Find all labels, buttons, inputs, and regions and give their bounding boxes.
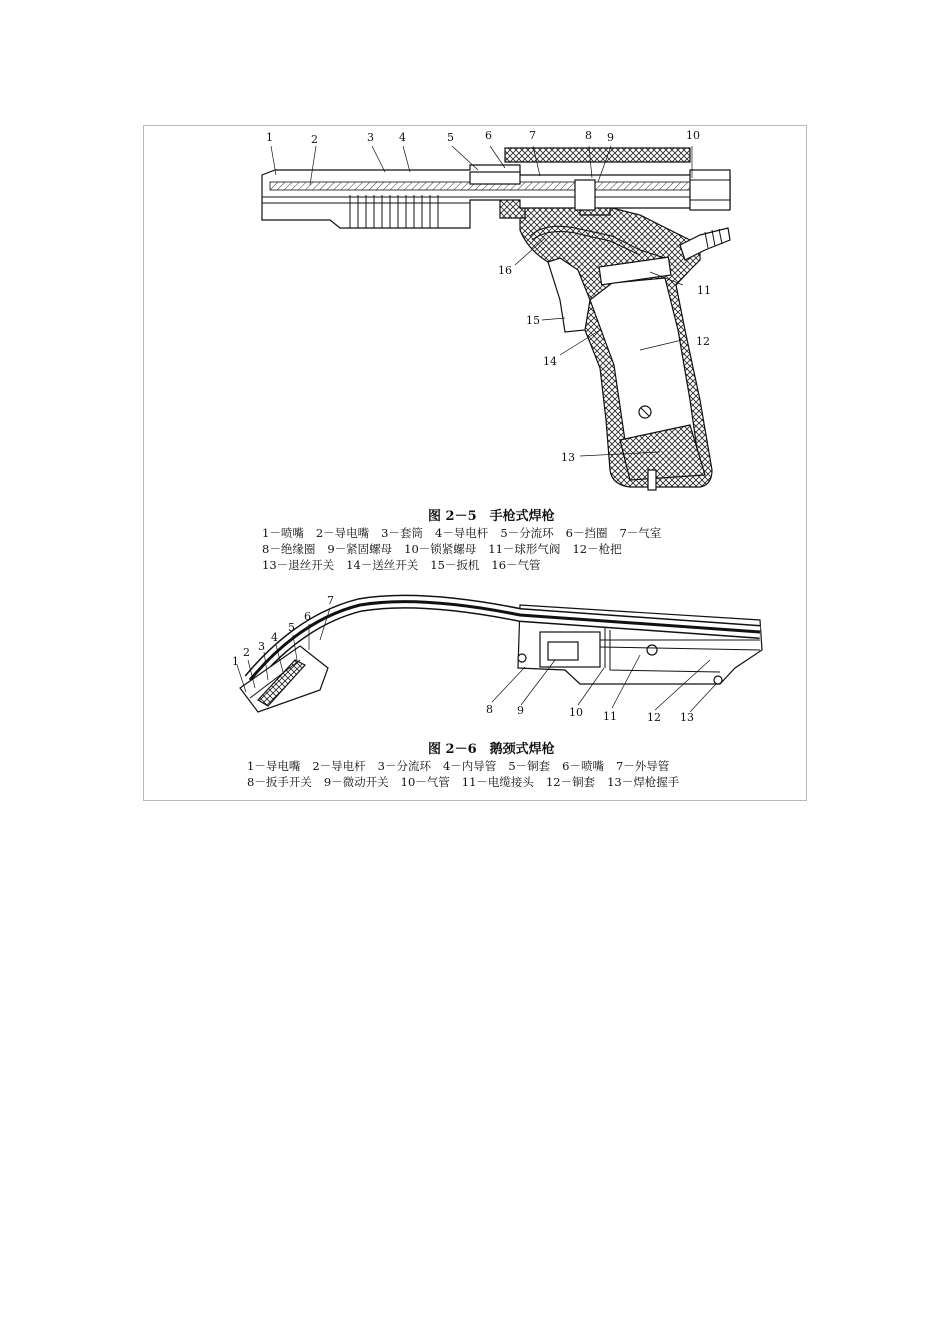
legend-item: 9－紧固螺母 [327,542,393,556]
callout-5: 5 [447,131,454,144]
callout-9: 9 [607,131,614,144]
legend-row [247,758,691,774]
legend-item: 15－扳机 [430,558,480,572]
pistol-gun-drawing [262,148,730,490]
callout-8: 8 [585,129,592,142]
legend-item: 6－喷嘴 [562,759,604,773]
legend-item: 6－挡圈 [565,526,608,540]
legend-item: 1－导电嘴 [247,759,301,773]
callout-13: 13 [561,451,575,464]
legend-item: 4－导电杆 [434,526,489,540]
callout-12: 12 [647,711,661,724]
callout-1: 1 [232,655,239,668]
callout-11: 11 [603,710,617,723]
legend-item: 3－分流环 [377,759,431,773]
gooseneck-gun-drawing [240,602,762,712]
legend-row [262,541,673,557]
callout-7: 7 [327,594,334,607]
callout-1: 1 [266,131,273,144]
legend-item: 11－电缆接头 [461,775,534,789]
callout-13: 13 [680,711,694,724]
callout-5: 5 [288,621,295,634]
legend-item: 10－锁紧螺母 [404,542,477,556]
callout-9: 9 [517,704,524,717]
callout-3: 3 [258,640,265,653]
callout-8: 8 [486,703,493,716]
legend-row [262,557,673,573]
callout-2: 2 [243,646,250,659]
legend-item: 11－球形气阀 [488,542,561,556]
figure-2-6-legend [247,758,691,790]
legend-item: 14－送丝开关 [346,558,419,572]
callout-16: 16 [498,264,512,277]
legend-item: 12－枪把 [572,542,622,556]
legend-item: 4－内导管 [442,759,497,773]
callout-4: 4 [271,631,278,644]
legend-item: 5－分流环 [500,526,554,540]
legend-row [247,774,691,790]
callout-14: 14 [543,355,557,368]
legend-item: 9－微动开关 [323,775,389,789]
legend-item: 10－气管 [400,775,450,789]
callout-6: 6 [304,610,311,623]
callout-12: 12 [696,335,710,348]
callout-11: 11 [697,284,711,297]
callout-10: 10 [686,129,700,142]
figure-2-5-legend [262,525,673,573]
legend-item: 3－套筒 [381,526,423,540]
callout-6: 6 [485,129,492,142]
legend-item: 8－绝缘圈 [262,542,316,556]
callout-10: 10 [569,706,583,719]
legend-item: 8－扳手开关 [247,775,312,789]
legend-item: 13－退丝开关 [262,558,335,572]
callout-2: 2 [311,133,318,146]
legend-item: 2－导电嘴 [315,526,370,540]
callout-4: 4 [399,131,406,144]
legend-item: 5－铜套 [508,759,551,773]
legend-item: 7－气室 [619,526,662,540]
figure-2-5-caption: 图 2－5 手枪式焊枪 [428,509,555,524]
callout-3: 3 [367,131,374,144]
legend-item: 13－焊枪握手 [607,775,680,789]
legend-item: 7－外导管 [615,759,670,773]
legend-item: 1－喷嘴 [262,526,304,540]
legend-item: 2－导电杆 [312,759,366,773]
figure-2-6-caption: 图 2－6 鹅颈式焊枪 [428,742,555,757]
legend-item: 12－铜套 [545,775,596,789]
legend-row [262,525,673,541]
callout-15: 15 [526,314,540,327]
legend-item: 16－气管 [491,558,541,572]
callout-7: 7 [529,129,536,142]
